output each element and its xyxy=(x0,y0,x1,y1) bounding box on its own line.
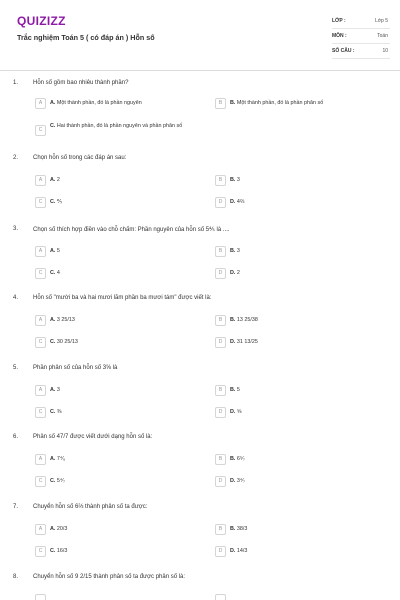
option-text: 20/3 xyxy=(55,526,68,532)
option-text: 38/3 xyxy=(235,526,248,532)
question-text: Hỗn số "mười ba và hai mươi lăm phần ba mươi tám" được viết là: xyxy=(33,295,212,301)
option-b[interactable] xyxy=(215,385,385,397)
question-number: 1. xyxy=(13,80,19,86)
meta-row-class xyxy=(332,14,390,29)
question-text: Hỗn số gồm bao nhiêu thành phần? xyxy=(33,80,129,86)
option-b[interactable] xyxy=(215,315,385,327)
option-b[interactable] xyxy=(215,594,385,600)
option-b[interactable] xyxy=(215,524,385,536)
option-letter-box: C xyxy=(35,125,46,136)
option-a[interactable] xyxy=(35,175,205,187)
question-text: Phân số 47/7 được viết dưới dạng hỗn số là: xyxy=(33,434,153,440)
option-a[interactable] xyxy=(35,385,205,397)
option-prefix: D. xyxy=(230,199,236,205)
option-c[interactable] xyxy=(35,337,205,349)
option-letter-box xyxy=(215,594,226,600)
header xyxy=(0,0,400,66)
option-prefix: B. xyxy=(230,387,236,393)
option-letter-box: C xyxy=(35,546,46,557)
quizizz-logo[interactable]: QUIZIZZ xyxy=(17,14,66,28)
quiz-meta xyxy=(332,14,390,59)
option-c[interactable] xyxy=(35,476,205,488)
option-text: 13 25/38 xyxy=(235,317,258,323)
option-letter-box: A xyxy=(35,524,46,535)
option-letter-box: C xyxy=(35,476,46,487)
option-text: 7⁴⁄₆ xyxy=(55,456,66,462)
option-d[interactable] xyxy=(215,476,385,488)
option-prefix: B. xyxy=(230,248,236,254)
meta-label: SỐ CÂU : xyxy=(332,48,355,54)
option-text: Một thành phần, đó là phần phân số xyxy=(235,100,324,106)
option-letter-box: D xyxy=(215,197,226,208)
meta-row-count xyxy=(332,44,390,59)
option-text: 4 xyxy=(55,270,60,276)
option-prefix: B. xyxy=(230,526,236,532)
option-a[interactable] xyxy=(35,246,205,258)
option-d[interactable] xyxy=(215,407,385,419)
option-text: 2 xyxy=(55,177,60,183)
option-text: 3 xyxy=(55,387,60,393)
meta-label: MÔN : xyxy=(332,33,347,39)
option-c[interactable] xyxy=(35,197,205,209)
option-text: 16/3 xyxy=(55,548,68,554)
option-prefix: B. xyxy=(230,177,236,183)
option-letter-box: B xyxy=(215,175,226,186)
option-text: 5 xyxy=(235,387,240,393)
option-prefix: C. xyxy=(50,409,56,415)
option-letter-box xyxy=(35,594,46,600)
question-number: 5. xyxy=(13,365,19,371)
meta-value: Lớp 5 xyxy=(374,18,388,24)
option-text: 3 xyxy=(235,177,240,183)
question-number: 2. xyxy=(13,155,19,161)
option-prefix: D. xyxy=(230,270,236,276)
option-b[interactable] xyxy=(215,175,385,187)
question-text: Chuyển hỗn số 9 2/15 thành phân số ta được phân số là: xyxy=(33,574,186,580)
question-number: 8. xyxy=(13,574,19,580)
option-letter-box: D xyxy=(215,476,226,487)
option-text: 31 13/25 xyxy=(235,339,258,345)
option-prefix: D. xyxy=(230,409,236,415)
option-text: 2 xyxy=(235,270,240,276)
question-number: 4. xyxy=(13,295,19,301)
option-prefix: D. xyxy=(230,478,236,484)
option-prefix: D. xyxy=(230,548,236,554)
option-text: 3 25/13 xyxy=(55,317,75,323)
option-letter-box: D xyxy=(215,337,226,348)
option-letter-box: A xyxy=(35,246,46,257)
option-c[interactable] xyxy=(35,407,205,419)
option-letter-box: B xyxy=(215,315,226,326)
option-prefix: C. xyxy=(50,270,56,276)
option-letter-box: B xyxy=(215,524,226,535)
question-text: Chọn hỗn số trong các đáp án sau: xyxy=(33,155,127,161)
question-text: Phần phân số của hỗn số 3⅝ là xyxy=(33,365,118,371)
option-text: 5⁴⁄₇ xyxy=(55,478,65,484)
option-text: 3⁴⁄₇ xyxy=(235,478,245,484)
option-b[interactable] xyxy=(215,98,390,110)
option-text: 5 xyxy=(55,248,60,254)
option-letter-box: D xyxy=(215,407,226,418)
option-text: 6⁵⁄₇ xyxy=(235,456,245,462)
option-d[interactable] xyxy=(215,268,385,280)
option-prefix: A. xyxy=(50,248,56,254)
option-prefix: A. xyxy=(50,100,56,106)
option-text: Một thành phần, đó là phần nguyên xyxy=(55,100,142,106)
option-prefix: B. xyxy=(230,100,236,106)
option-letter-box: A xyxy=(35,454,46,465)
option-c[interactable] xyxy=(35,122,210,138)
option-text: ⅖ xyxy=(55,199,63,205)
option-letter-box: C xyxy=(35,407,46,418)
option-prefix: A. xyxy=(50,526,56,532)
meta-value: Toán xyxy=(377,33,388,39)
option-letter-box: C xyxy=(35,197,46,208)
option-prefix: A. xyxy=(50,387,56,393)
option-letter-box: D xyxy=(215,546,226,557)
option-a[interactable] xyxy=(35,454,205,466)
option-text: ⅜ xyxy=(55,409,62,415)
question-text: Chuyển hỗn số 6⅔ thành phân số ta được: xyxy=(33,504,148,510)
option-a[interactable] xyxy=(35,594,205,600)
option-letter-box: C xyxy=(35,337,46,348)
option-letter-box: A xyxy=(35,98,46,109)
option-d[interactable] xyxy=(215,337,385,349)
option-prefix: C. xyxy=(50,339,56,345)
option-letter-box: A xyxy=(35,315,46,326)
option-letter-box: A xyxy=(35,385,46,396)
option-prefix: A. xyxy=(50,456,56,462)
option-prefix: B. xyxy=(230,317,236,323)
option-letter-box: B xyxy=(215,98,226,109)
question-text: Chọn số thích hợp điền vào chỗ chấm: Phần nguyên của hỗn số 5⅘ là .... xyxy=(33,227,230,233)
option-a[interactable] xyxy=(35,524,205,536)
option-a[interactable] xyxy=(35,315,205,327)
option-letter-box: A xyxy=(35,175,46,186)
option-text: 30 25/13 xyxy=(55,339,78,345)
option-text: 3 xyxy=(235,248,240,254)
option-b[interactable] xyxy=(215,454,385,466)
option-prefix: A. xyxy=(50,317,56,323)
option-prefix: C. xyxy=(50,548,56,554)
option-d[interactable] xyxy=(215,197,385,209)
option-letter-box: C xyxy=(35,268,46,279)
quiz-title: Trắc nghiệm Toán 5 ( có đáp án ) Hỗn số xyxy=(17,33,155,42)
option-prefix: B. xyxy=(230,456,236,462)
question-number: 7. xyxy=(13,504,19,510)
meta-label: LỚP : xyxy=(332,18,346,24)
meta-row-subject xyxy=(332,29,390,44)
option-prefix: C. xyxy=(50,123,56,129)
question-number: 6. xyxy=(13,434,19,440)
meta-value: 10 xyxy=(382,48,388,54)
option-c[interactable] xyxy=(35,546,205,558)
option-d[interactable] xyxy=(215,546,385,558)
option-text: ⅝ xyxy=(235,409,242,415)
option-c[interactable] xyxy=(35,268,205,280)
option-prefix: A. xyxy=(50,177,56,183)
option-prefix: C. xyxy=(50,199,56,205)
option-text: Hai thành phần, đó là phần nguyên và phần phân số xyxy=(55,123,183,129)
option-letter-box: B xyxy=(215,246,226,257)
question-number: 3. xyxy=(13,226,19,232)
option-a[interactable] xyxy=(35,98,205,110)
option-prefix: C. xyxy=(50,478,56,484)
option-letter-box: D xyxy=(215,268,226,279)
option-b[interactable] xyxy=(215,246,385,258)
option-letter-box: B xyxy=(215,385,226,396)
option-prefix: D. xyxy=(230,339,236,345)
option-letter-box: B xyxy=(215,454,226,465)
option-text: 4⅔ xyxy=(235,199,245,205)
header-divider xyxy=(0,70,400,71)
option-text: 14/3 xyxy=(235,548,248,554)
